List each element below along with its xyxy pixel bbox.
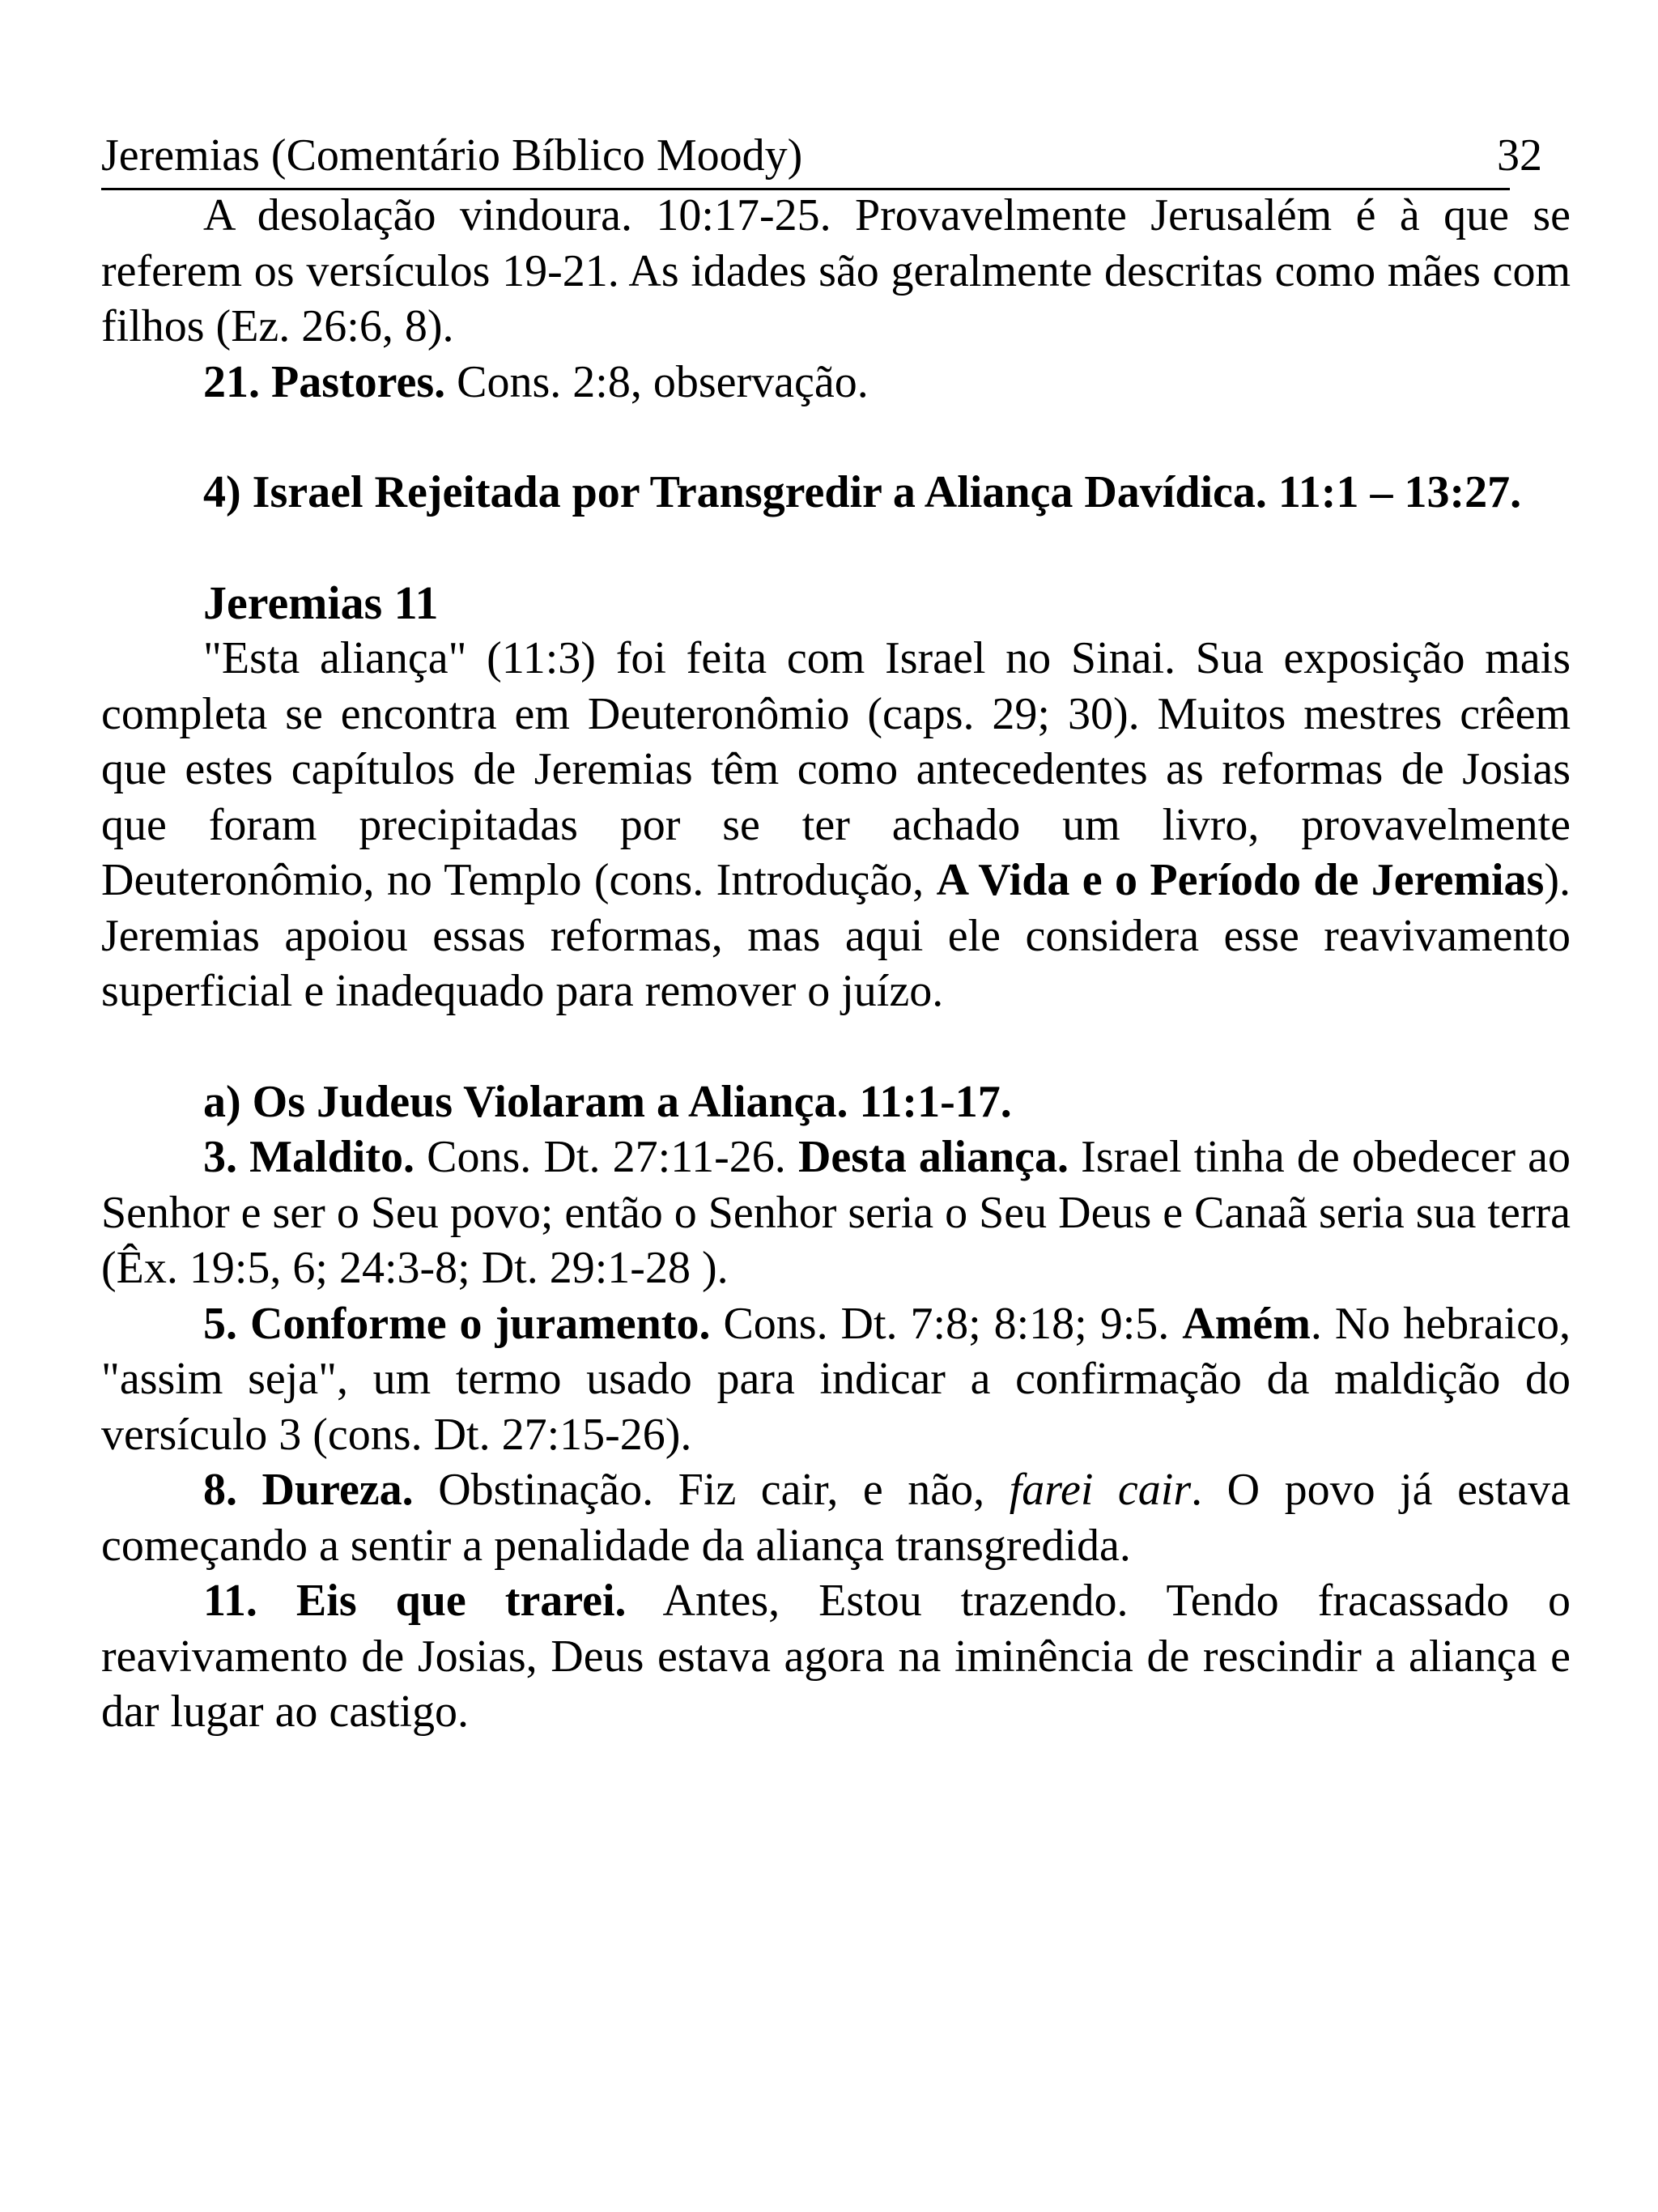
paragraph-text: Israel tinha de obedecer ao Senhor e ser o Seu povo; então o Senhor seria o Seu Deus e Canaã seria sua terra (Êx. 19:5, 6; 24:3-8; Dt. 29:1-28 ).	[101, 1132, 1571, 1293]
paragraph-text: Obstinação. Fiz cair, e não,	[413, 1465, 1010, 1515]
paragraph-text: ). Jeremias apoiou essas reformas, mas aqui ele considera esse reavivamento superficial e inadequado para remover o juízo.	[101, 855, 1571, 1016]
verse-term: Desta aliança.	[797, 1132, 1069, 1182]
verse-term: 21. Pastores.	[203, 356, 446, 407]
section-heading-a: a) Os Judeus Violaram a Aliança. 11:1-17.	[203, 1076, 1012, 1127]
paragraph-text: A desolação vindoura. 10:17-25. Provavelmente Jerusalém é à que se referem os versículos 19-21. As idades são geralmente descritas como mães com filhos (Ez. 26:6, 8).	[101, 190, 1571, 351]
section-heading-4: 4) Israel Rejeitada por Transgredir a Aliança Davídica. 11:1 – 13:27.	[203, 467, 1522, 517]
verse-term: Amém	[1182, 1298, 1311, 1349]
emphasis-text: farei cair	[1009, 1465, 1192, 1515]
verse-term: 8. Dureza.	[203, 1465, 414, 1515]
chapter-heading: Jeremias 11	[203, 576, 439, 629]
paragraph-juramento	[101, 1296, 1571, 1463]
paragraph-text: . O povo já estava começando a sentir a penalidade da aliança transgredida.	[101, 1465, 1571, 1571]
running-header	[101, 128, 1542, 190]
spacer	[101, 1019, 1571, 1074]
paragraph-text: Cons. 2:8, observação.	[445, 356, 869, 407]
paragraph-text: Cons. Dt. 27:11-26.	[414, 1132, 798, 1182]
page-body	[101, 188, 1571, 1740]
header-title: Jeremias (Comentário Bíblico Moody)	[101, 130, 803, 181]
paragraph-text: "Esta aliança" (11:3) foi feita com Israel no Sinai. Sua exposição mais completa se encontra em Deuteronômio (caps. 29; 30). Muitos mestres crêem que estes capítulos de Jeremias têm como antecedentes as reformas de Josias que foram precipitadas por se ter achado um livro, provavelmente Deuteronômio, no Templo (cons. Introdução,	[101, 633, 1571, 905]
verse-term: 3. Maldito.	[203, 1132, 414, 1182]
paragraph-trarei	[101, 1573, 1571, 1740]
paragraph-maldito	[101, 1129, 1571, 1296]
spacer	[101, 410, 1571, 465]
paragraph-text: . No hebraico, "assim seja", um termo usado para indicar a confirmação da maldição do versículo 3 (cons. Dt. 27:15-26).	[101, 1298, 1571, 1460]
verse-term: 5. Conforme o juramento.	[203, 1298, 711, 1349]
paragraph-text: Cons. Dt. 7:8; 8:18; 9:5.	[710, 1298, 1183, 1349]
paragraph-pastores	[101, 355, 1571, 410]
paragraph-alianca	[101, 631, 1571, 1019]
spacer	[101, 521, 1571, 576]
verse-term: 11. Eis que trarei.	[203, 1576, 627, 1626]
page-number: 32	[1497, 130, 1542, 181]
reference-title: A Vida e o Período de Jeremias	[936, 855, 1545, 905]
paragraph-dureza	[101, 1462, 1571, 1573]
paragraph-text: Antes, Estou trazendo. Tendo fracassado o reavivamento de Josias, Deus estava agora na iminência de rescindir a aliança e dar lugar ao castigo.	[101, 1576, 1571, 1737]
paragraph-desolacao	[101, 188, 1571, 355]
